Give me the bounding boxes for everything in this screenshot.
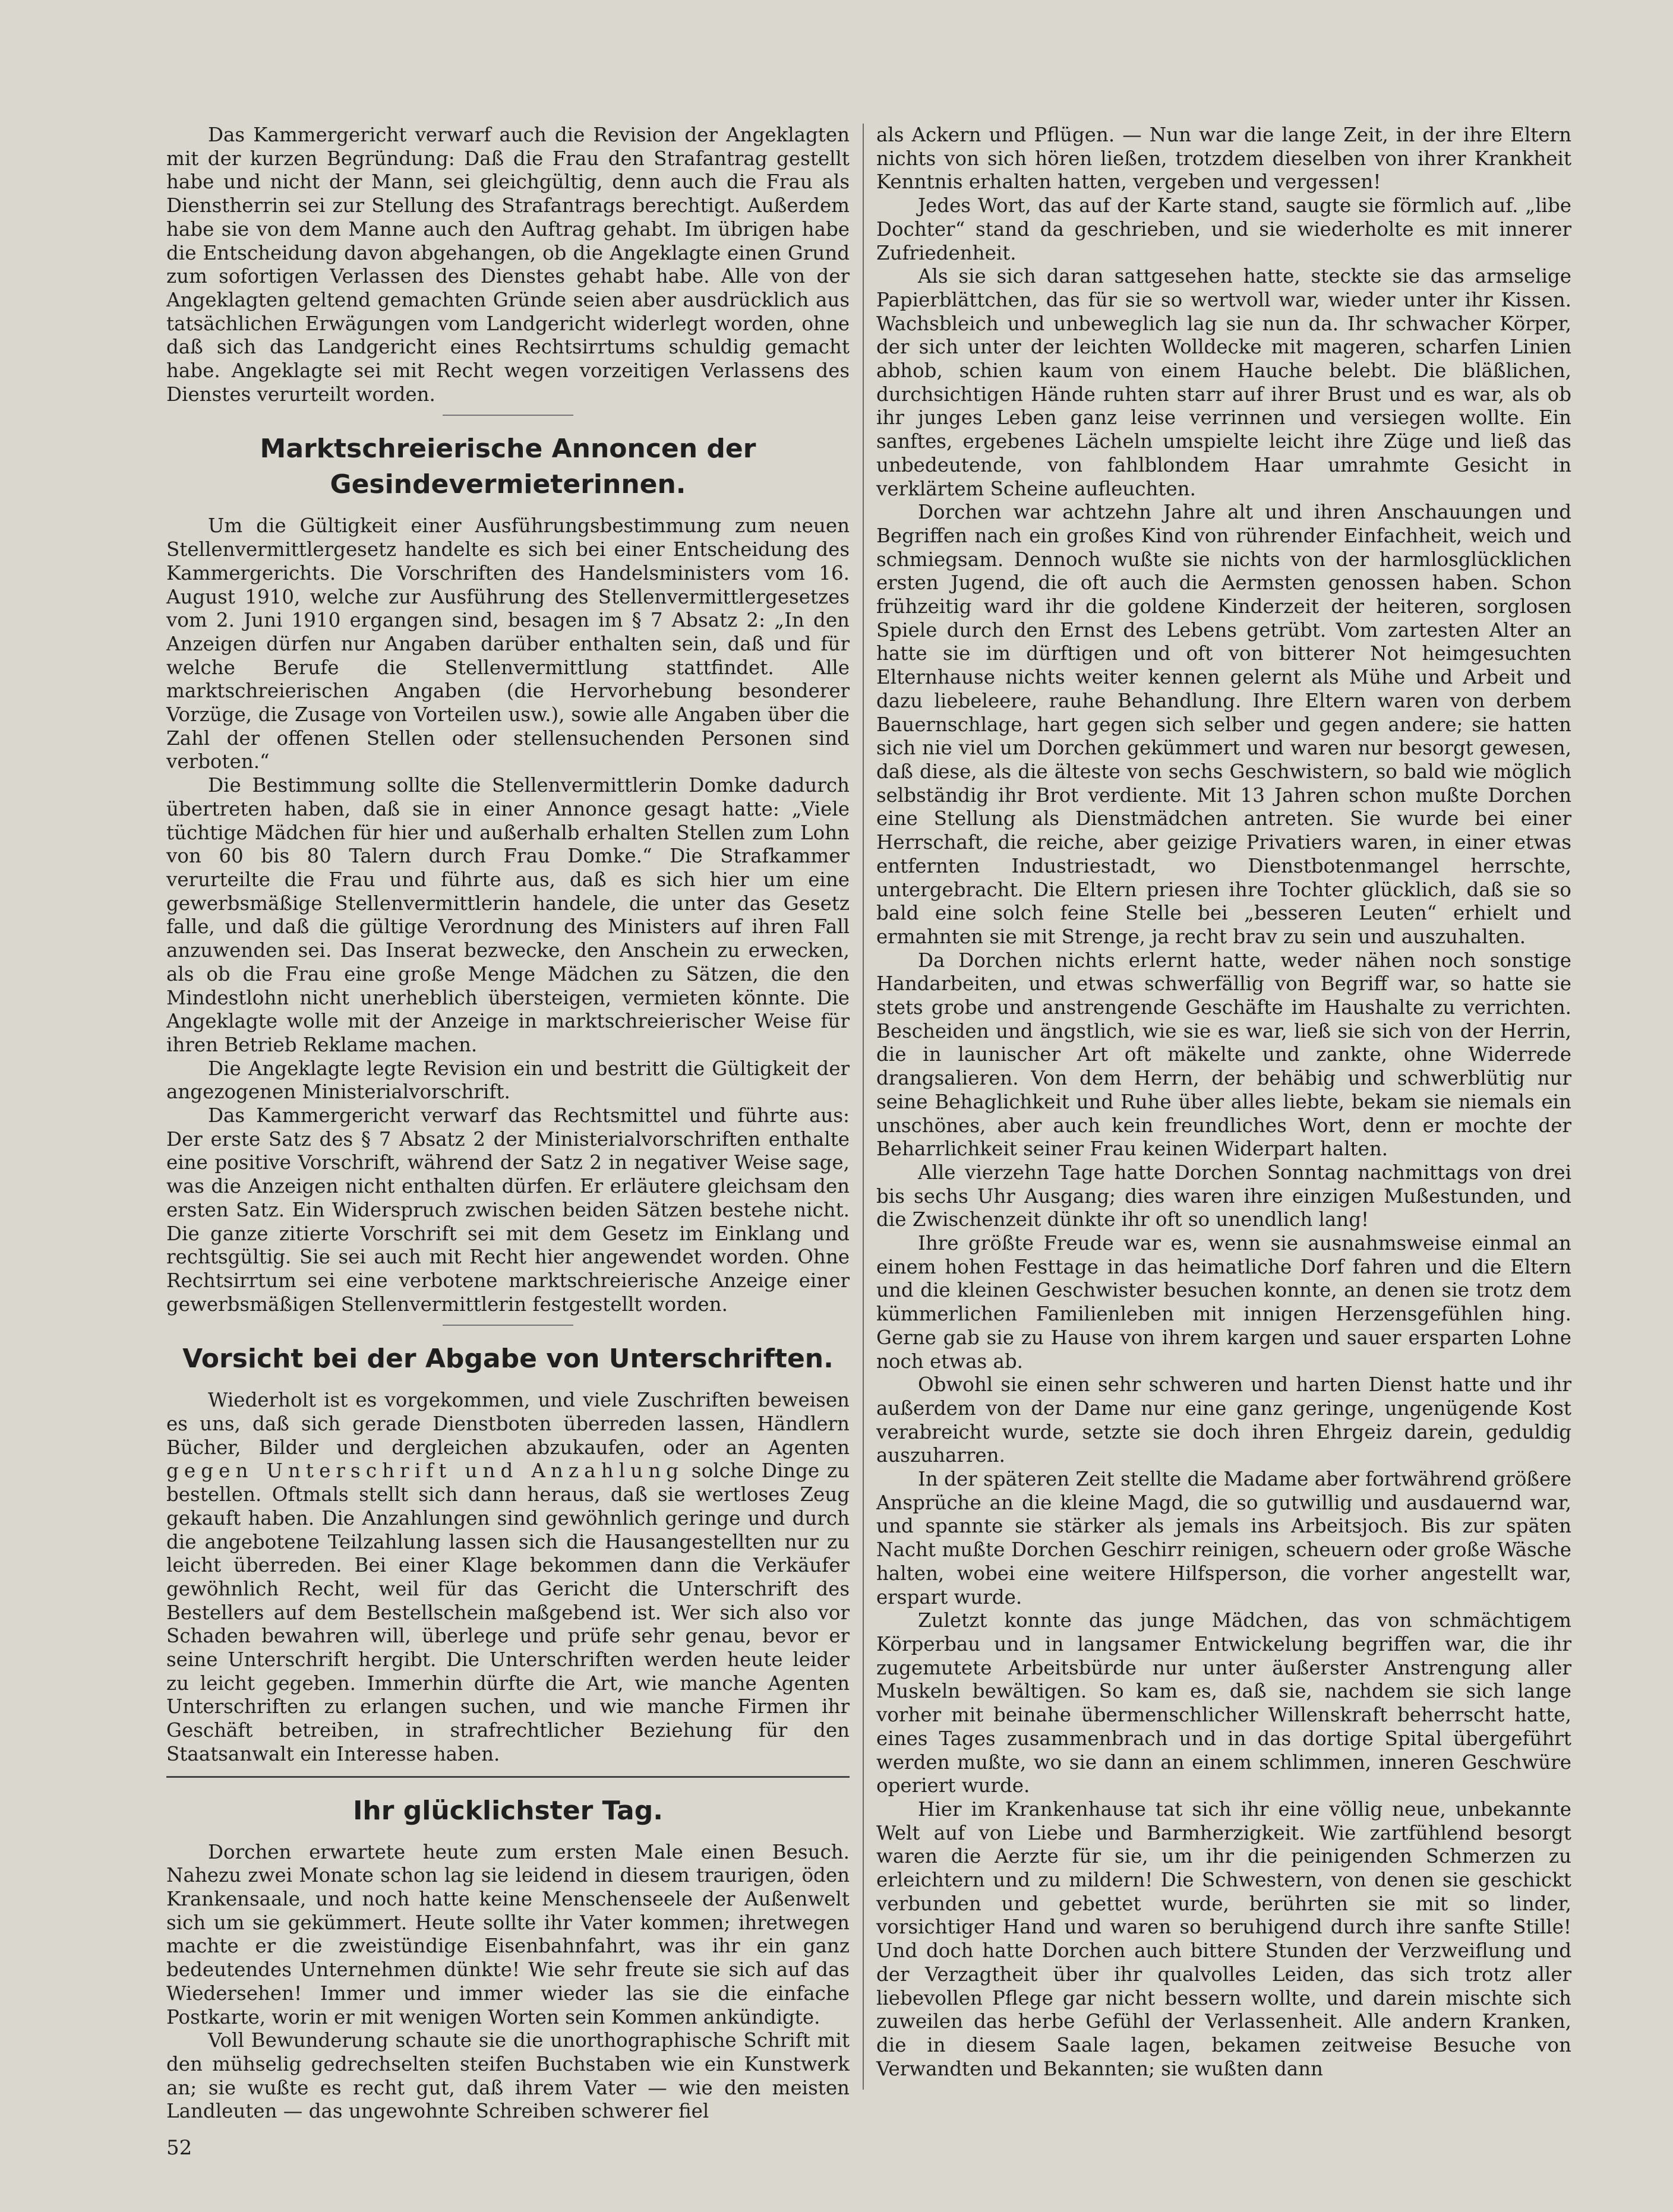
section-divider <box>443 1325 573 1326</box>
story-paragraph: Alle vierzehn Tage hatte Dorchen Sonntag nachmittags von drei bis sechs Uhr Ausgang; dies waren ihre einzigen Mußestunden, und die Zwischenzeit dünkte ihr oft so unendlich lang! <box>876 1161 1571 1231</box>
story-paragraph: Ihre größte Freude war es, wenn sie ausnahmsweise einmal an einem hohen Festtage in das heimatliche Dorf fahren und die Eltern und die kleinen Geschwister besuchen konnte, an denen sie trotz dem kümmerlichen Familienleben mit innigen Herzensgefühlen hing. Gerne gab sie zu Hause von ihrem kargen und sauer ersparten Lohne noch etwas ab. <box>876 1232 1571 1373</box>
article-paragraph: Um die Gültigkeit einer Ausführungsbestimmung zum neuen Stellenvermittlergesetz handelte es sich bei einer Entscheidung des Kammergerichts. Die Vorschriften des Handelsministers vom 16. August 1910, welche zur Ausführung des Stellenvermittlergesetzes vom 2. Juni 1910 ergangen sind, besagen im § 7 Absatz 2: „In den Anzeigen dürfen nur Angaben darüber enthalten sein, daß und für welche Berufe die Stellenvermittlung stattfindet. Alle marktschreierischen Angaben (die Hervorhebung besonderer Vorzüge, die Zusage von Vorteilen usw.), sowie alle Angaben über die Zahl der offenen Stellen oder stellensuchenden Personen sind verboten.“ <box>166 514 850 773</box>
article-paragraph: Die Angeklagte legte Revision ein und bestritt die Gültigkeit der angezogenen Ministerialvorschrift. <box>166 1057 850 1104</box>
article-paragraph <box>166 1389 850 1766</box>
column-divider <box>863 124 864 2090</box>
emphasized-text: gegen Unterschrift und Anzahlung <box>166 1459 684 1483</box>
story-paragraph: In der späteren Zeit stellte die Madame aber fortwährend größere Ansprüche an die kleine Magd, die so gutwillig und ausdauernd war, und spannte sie stärker als jemals ins Arbeitsjoch. Bis zur späten Nacht mußte Dorchen Geschirr reinigen, scheuern oder große Wäsche halten, wobei eine weitere Hilfsperson, die vorher angestellt war, erspart wurde. <box>876 1468 1571 1609</box>
story-paragraph: Dorchen erwartete heute zum ersten Male einen Besuch. Nahezu zwei Monate schon lag sie leidend in diesem traurigen, öden Krankensaale, und noch hatte keine Menschenseele der Außenwelt sich um sie gekümmert. Heute sollte ihr Vater kommen; ihretwegen machte er die zweistündige Eisenbahnfahrt, was ihr ein ganz bedeutendes Unternehmen dünkte! Wie sehr freute sie sich auf das Wiedersehen! Immer und immer wieder las sie die einfache Postkarte, worin er mit wenigen Worten sein Kommen ankündigte. <box>166 1840 850 2028</box>
story-paragraph: Jedes Wort, das auf der Karte stand, saugte sie förmlich auf. „libe Dochter“ stand da geschrieben, und sie wiederholte es mit innerer Zufriedenheit. <box>876 194 1571 264</box>
section-divider <box>443 415 573 416</box>
section-rule <box>166 1776 850 1778</box>
story-continuation: als Ackern und Pflügen. — Nun war die lange Zeit, in der ihre Eltern nichts von sich hören ließen, trotzdem dieselben von ihrer Krankheit Kenntnis erhalten hatten, vergeben und vergessen! <box>876 124 1571 194</box>
story-paragraph: Dorchen war achtzehn Jahre alt und ihren Anschauungen und Begriffen nach ein großes Kind von rührender Einfachheit, weich und schmiegsam. Dennoch wußte sie nichts von der harmlosglücklichen ersten Jugend, die oft auch die Aermsten genossen haben. Schon frühzeitig ward ihr die goldene Kinderzeit der heiteren, sorglosen Spiele durch den Ernst des Lebens getrübt. Vom zartesten Alter an hatte sie im dürftigen und oft von bitterer Not heimgesuchten Elternhause nichts weiter kennen gelernt als Mühe und Arbeit und dazu liebeleere, rauhe Behandlung. Ihre Eltern waren von derbem Bauernschlage, hart gegen sich selber und gegen andere; sie hatten sich nie viel um Dorchen gekümmert und waren nur besorgt gewesen, daß diese, als die älteste von sechs Geschwistern, so bald wie möglich selbständig ihr Brot verdiente. Mit 13 Jahren schon mußte Dorchen eine Stellung als Dienstmädchen antreten. Sie wurde bei einer Herrschaft, die reiche, aber geizige Privatiers waren, in einer etwas entfernten Industriestadt, wo Dienstbotenmangel herrschte, untergebracht. Die Eltern priesen ihre Tochter glücklich, daß sie so bald eine solch feine Stelle bei „besseren Leuten“ erhielt und ermahnten sie mit Strenge, ja recht brav zu sein und auszuhalten. <box>876 501 1571 948</box>
story-paragraph: Voll Bewunderung schaute sie die unorthographische Schrift mit den mühselig gedrechselten steifen Buchstaben wie ein Kunstwerk an; sie wußte es recht gut, daß ihrem Vater — wie den meisten Landleuten — das ungewohnte Schreiben schwerer fiel <box>166 2029 850 2123</box>
court-ruling-paragraph: Das Kammergericht verwarf auch die Revision der Angeklagten mit der kurzen Begründung: Daß die Frau den Strafantrag gestellt habe und nicht der Mann, sei gleichgültig, denn auch die Frau als Dienstherrin sei zur Stellung des Strafantrags berechtigt. Außerdem habe sie von dem Manne auch den Auftrag gehabt. Im übrigen habe die Entscheidung davon abgehangen, ob die Angeklagte einen Grund zum sofortigen Verlassen des Dienstes gehabt habe. Alle von der Angeklagten geltend gemachten Gründe seien aber ausdrücklich aus tatsächlichen Erwägungen vom Landgericht widerlegt worden, ohne daß sich das Landgericht eines Rechtsirrtums schuldig gemacht habe. Angeklagte sei mit Recht wegen vorzeitigen Verlassens des Dienstes verurteilt worden. <box>166 124 850 406</box>
story-paragraph: Zuletzt konnte das junge Mädchen, das von schmächtigem Körperbau und in langsamer Entwickelung begriffen war, die ihr zugemutete Arbeitsbürde nur unter äußerster Anstrengung aller Muskeln bewältigen. So kam es, daß sie, nachdem sie sich lange vorher mit beinahe übermenschlicher Willenskraft beherrscht hatte, eines Tages zusammenbrach und in das dortige Spital übergeführt werden mußte, wo sie dann an einem schlimmen, inneren Geschwüre operiert wurde. <box>876 1609 1571 1797</box>
story-paragraph: Hier im Krankenhause tat sich ihr eine völlig neue, unbekannte Welt auf von Liebe und Barmherzigkeit. Wie zartfühlend besorgt waren die Aerzte für sie, um ihr die peinigenden Schmerzen zu erleichtern und zu mildern! Die Schwestern, von denen sie geschickt verbunden und gebettet wurde, berührten sie mit so linder, vorsichtiger Hand und waren so beruhigend durch ihre sanfte Stille! Und doch hatte Dorchen auch bittere Stunden der Verzweiflung und der Verzagtheit über ihr qualvolles Leiden, das sich trotz aller liebevollen Pflege gar nicht bessern wollte, und darein mischte sich zuweilen das herbe Gefühl der Verlassenheit. Alle andern Kranken, die in diesem Saale lagen, bekamen zeitweise Besuche von Verwandten und Bekannten; sie wußten dann <box>876 1797 1571 2080</box>
left-column <box>166 124 850 2123</box>
text-run: Wiederholt ist es vorgekommen, und viele Zuschriften beweisen es uns, daß sich gerade Dienstboten überreden lassen, Händlern Bücher, Bilder und dergleichen abzukaufen, oder an Agenten <box>166 1389 850 1459</box>
story-paragraph: Da Dorchen nichts erlernt hatte, weder nähen noch sonstige Handarbeiten, und etwas schwerfällig von Begriff war, so hatte sie stets grobe und anstrengende Geschäfte im Haushalte zu verrichten. Bescheiden und ängstlich, wie sie es war, ließ sie sich von der Herrin, die in launischer Art oft mäkelte und zankte, ohne Widerrede drangsalieren. Von dem Herrn, der behäbig und schwerblütig nur seine Behaglichkeit und Ruhe über alles liebte, bekam sie niemals ein unschönes, aber auch kein freundliches Wort, denn er mochte der Beharrlichkeit seiner Frau keinen Widerpart halten. <box>876 949 1571 1161</box>
page-number: 52 <box>166 2136 192 2160</box>
right-column <box>876 124 1571 2081</box>
text-run: solche Dinge zu bestellen. Oftmals stellt sich dann heraus, daß sie wertloses Zeug gekauft haben. Die Anzahlungen sind gewöhnlich geringe und durch die angebotene Teilzahlung lassen sich die Hausangestellten nur zu leicht überreden. Bei einer Klage bekommen dann die Verkäufer gewöhnlich Recht, weil für das Gericht die Unterschrift des Bestellers auf dem Bestellschein maßgebend ist. Wer sich also vor Schaden bewahren will, überlege und prüfe sehr genau, bevor er seine Unterschrift hergibt. Die Unterschriften werden heute leider zu leicht gegeben. Immerhin dürfte die Art, wie manche Agenten Unterschriften zu erlangen suchen, und wie manche Firmen ihr Geschäft betreiben, in strafrechtlicher Beziehung für den Staatsanwalt ein Interesse haben. <box>166 1459 850 1765</box>
article-title-gluecklichster-tag: Ihr glücklichster Tag. <box>353 1795 663 1826</box>
article-paragraph: Das Kammergericht verwarf das Rechtsmittel und führte aus: Der erste Satz des § 7 Absatz 2 der Ministerialvorschriften enthalte eine positive Vorschrift, während der Satz 2 in negativer Weise sage, was die Anzeigen nicht enthalten dürfen. Er erläutere gleichsam den ersten Satz. Ein Widerspruch zwischen beiden Sätzen bestehe nicht. Die ganze zitierte Vorschrift sei mit dem Gesetz im Einklang und rechtsgültig. Sie sei auch mit Recht hier angewendet worden. Ohne Rechtsirrtum sei eine verbotene marktschreierische Anzeige einer gewerbsmäßigen Stellenvermittlerin festgestellt worden. <box>166 1104 850 1316</box>
article-paragraph: Die Bestimmung sollte die Stellenvermittlerin Domke dadurch übertreten haben, daß sie in einer Annonce gesagt hatte: „Viele tüchtige Mädchen für hier und außerhalb erhalten Stellen zum Lohn von 60 bis 80 Talern durch Frau Domke.“ Die Strafkammer verurteilte die Frau und führte aus, daß es sich hier um eine gewerbsmäßige Stellenvermittlerin handele, die unter das Gesetz falle, und daß die gültige Verordnung des Ministers auf ihren Fall anzuwenden sei. Das Inserat bezwecke, den Anschein zu erwecken, als ob die Frau eine große Menge Mädchen zu Sätzen, die den Mindestlohn nicht unerheblich übersteigen, vermieten könnte. Die Angeklagte wolle mit der Anzeige in marktschreierischer Weise für ihren Betrieb Reklame machen. <box>166 774 850 1056</box>
article-title-unterschriften: Vorsicht bei der Abgabe von Unterschriften. <box>182 1344 834 1374</box>
story-paragraph: Obwohl sie einen sehr schweren und harten Dienst hatte und ihr außerdem von der Dame nur eine ganz geringe, ungenügende Kost verabreicht wurde, setzte sie doch ihren Ehrgeiz darein, geduldig auszuharren. <box>876 1373 1571 1467</box>
story-paragraph: Als sie sich daran sattgesehen hatte, steckte sie das armselige Papierblättchen, das für sie so wertvoll war, wieder unter ihr Kissen. Wachsbleich und unbeweglich lag sie nun da. Ihr schwacher Körper, der sich unter der leichten Wolldecke mit mageren, scharfen Linien abhob, schien kaum von einem Hauche belebt. Die bläßlichen, durchsichtigen Hände ruhten starr auf ihrer Brust und es war, als ob ihr junges Leben ganz leise verrinnen und versiegen wollte. Ein sanftes, ergebenes Lächeln umspielte leicht ihre Züge und ließ das unbedeutende, von fahlblondem Haar umrahmte Gesicht in verklärtem Scheine aufleuchten. <box>876 265 1571 500</box>
article-title-annoncen: Marktschreierische Annoncen der Gesindevermieterinnen. <box>260 434 756 500</box>
